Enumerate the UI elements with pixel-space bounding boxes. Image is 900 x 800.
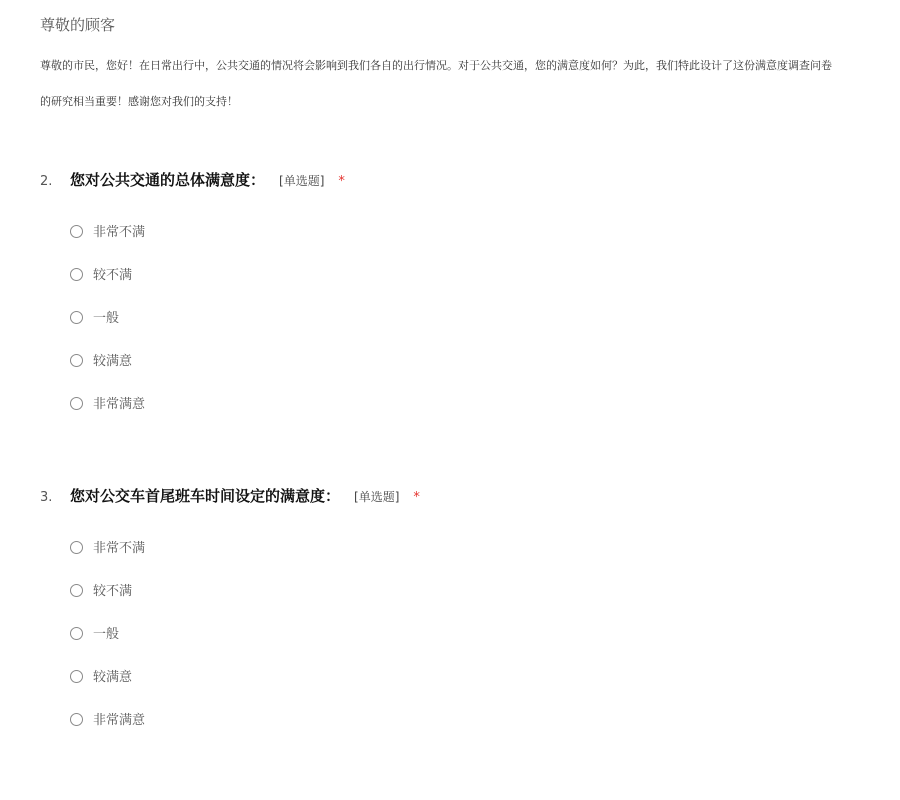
option-dissatisfied[interactable]	[70, 267, 145, 310]
question-title: 您对公共交通的总体满意度：	[70, 171, 266, 189]
option-neutral[interactable]	[70, 626, 145, 669]
option-label: 非常不满	[93, 225, 146, 240]
option-list	[70, 224, 145, 439]
radio-button[interactable]	[70, 225, 83, 238]
required-asterisk: *	[413, 490, 420, 505]
question-number: 2.	[40, 174, 53, 189]
question-title: 您对公交车首尾班车时间设定的满意度：	[70, 487, 341, 505]
radio-button[interactable]	[70, 713, 83, 726]
option-label: 一般	[93, 627, 120, 642]
option-label: 较不满	[93, 584, 133, 599]
radio-button[interactable]	[70, 541, 83, 554]
radio-button[interactable]	[70, 584, 83, 597]
option-label: 非常满意	[93, 713, 146, 728]
option-label: 较不满	[93, 268, 133, 283]
option-label: 较满意	[93, 670, 133, 685]
option-dissatisfied[interactable]	[70, 583, 145, 626]
question-type-label: [单选题]	[279, 174, 325, 188]
question-header	[40, 168, 880, 192]
option-label: 非常满意	[93, 397, 146, 412]
required-asterisk: *	[338, 174, 345, 189]
question-header	[40, 484, 880, 508]
intro-line-2: 的研究相当重要！感谢您对我们的支持！	[40, 95, 238, 108]
survey-greeting: 尊敬的顾客	[40, 16, 116, 34]
option-very-satisfied[interactable]	[70, 712, 145, 755]
radio-button[interactable]	[70, 354, 83, 367]
radio-button[interactable]	[70, 311, 83, 324]
radio-button[interactable]	[70, 268, 83, 281]
option-list	[70, 540, 145, 755]
question-type-label: [单选题]	[354, 490, 400, 504]
option-very-dissatisfied[interactable]	[70, 540, 145, 583]
option-satisfied[interactable]	[70, 353, 145, 396]
option-label: 一般	[93, 311, 120, 326]
option-satisfied[interactable]	[70, 669, 145, 712]
option-label: 非常不满	[93, 541, 146, 556]
option-neutral[interactable]	[70, 310, 145, 353]
option-label: 较满意	[93, 354, 133, 369]
question-3	[40, 484, 880, 728]
question-number: 3.	[40, 490, 53, 505]
intro-line-1: 尊敬的市民，您好！在日常出行中，公共交通的情况将会影响到我们各自的出行情况。对于公共交通，您的满意度如何？为此，我们特此设计了这份满意度调查问卷	[40, 59, 832, 72]
radio-button[interactable]	[70, 670, 83, 683]
option-very-satisfied[interactable]	[70, 396, 145, 439]
radio-button[interactable]	[70, 397, 83, 410]
question-2	[40, 168, 880, 412]
option-very-dissatisfied[interactable]	[70, 224, 145, 267]
radio-button[interactable]	[70, 627, 83, 640]
survey-intro	[40, 48, 900, 120]
